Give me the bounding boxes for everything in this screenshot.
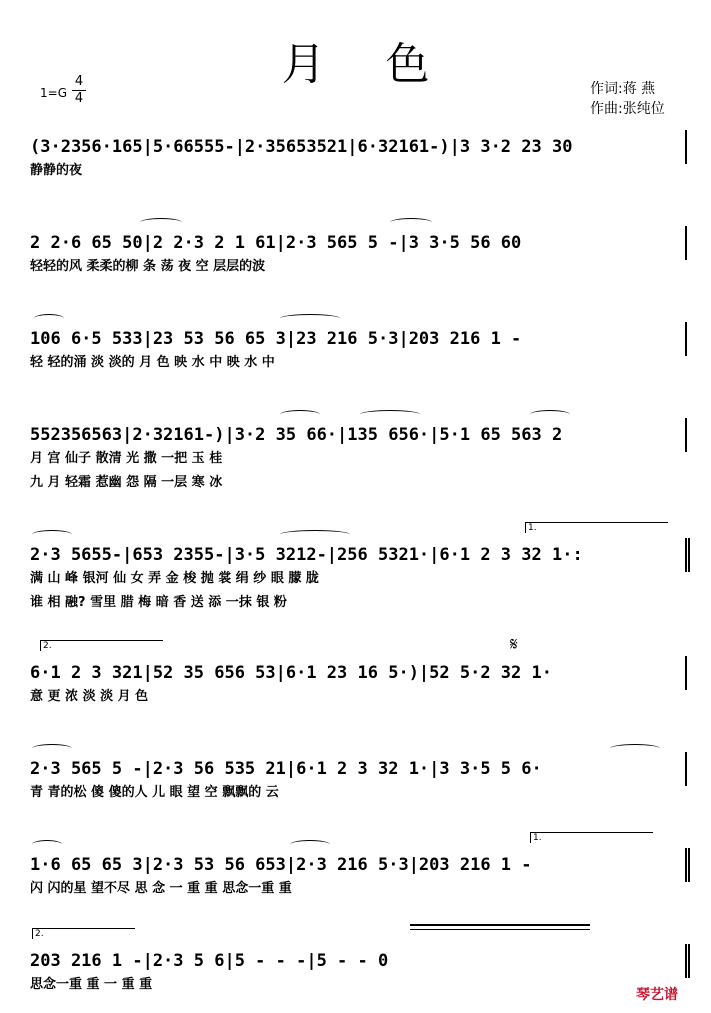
slur-mark <box>280 530 350 539</box>
slur-mark <box>360 410 420 419</box>
lyric-line: 满 山 峰 银河 仙 女 弄 金 梭 抛 裳 绢 纱 眼 朦 胧 <box>30 571 319 586</box>
notation-line: 203 216 1 -|2·3 5 6|5 - - -|5 - - 0 <box>30 951 389 971</box>
tie-line <box>410 924 590 930</box>
final-barline <box>685 848 690 882</box>
volta-bracket-first: 1. <box>530 832 653 843</box>
notation-line: 106 6·5 533|23 53 56 65 3|23 216 5·3|203 216 1 - <box>30 329 522 349</box>
slur-mark <box>290 840 330 849</box>
notation-line: 2 2·6 65 50|2 2·3 2 1 61|2·3 565 5 -|3 3·5 56 60 <box>30 233 522 253</box>
slur-mark <box>280 314 340 323</box>
segno-icon: 𝄋 <box>510 634 518 655</box>
notation-line: 2·3 565 5 -|2·3 56 535 21|6·1 2 3 32 1·|3 3·5 5 6· <box>30 759 542 779</box>
notation-line: 6·1 2 3 321|52 35 656 53|6·1 23 16 5·)|52 5·2 32 1· <box>30 663 552 683</box>
lyric-line: 轻 轻的涌 淡 淡的 月 色 映 水 中 映 水 中 <box>30 355 275 370</box>
slur-mark <box>280 410 320 419</box>
song-title: 月色 <box>281 39 490 90</box>
lyric-line: 闪 闪的星 望不尽 思 念 一 重 重 思念一重 重 <box>30 881 292 896</box>
volta-bracket-first: 1. <box>525 522 668 533</box>
key-signature: 1=G <box>40 86 67 100</box>
slur-mark <box>32 744 72 753</box>
lyric-line: 九 月 轻霜 惹幽 怨 隔 一层 寒 冰 <box>30 475 223 490</box>
lyric-line: 意 更 浓 淡 淡 月 色 <box>30 689 149 704</box>
lyric-line: 轻轻的风 柔柔的柳 条 荡 夜 空 层层的波 <box>30 259 266 274</box>
repeat-barline <box>685 538 690 572</box>
time-signature <box>72 74 86 107</box>
lyric-line: 静静的夜 <box>30 163 83 178</box>
composer-credit: 作曲:张纯位 <box>590 101 665 117</box>
barline <box>685 752 687 786</box>
barline <box>685 226 687 260</box>
meter-top: 4 <box>72 74 86 91</box>
meter-bottom: 4 <box>74 91 84 106</box>
notation-line: 1·6 65 65 3|2·3 53 56 653|2·3 216 5·3|203 216 1 - <box>30 855 532 875</box>
lyric-line: 谁 相 融? 雪里 腊 梅 暗 香 送 添 一抹 银 粉 <box>30 595 287 610</box>
barline <box>685 418 687 452</box>
notation-line: 2·3 5655-|653 2355-|3·5 3212-|256 5321·|6·1 2 3 32 1·: <box>30 545 583 565</box>
lyric-line: 青 青的松 傻 傻的人 儿 眼 望 空 飘飘的 云 <box>30 785 279 800</box>
barline <box>685 656 687 690</box>
lyric-line: 月 宫 仙子 散清 光 撒 一把 玉 桂 <box>30 451 223 466</box>
lyricist-credit: 作词:蒋 燕 <box>590 81 656 97</box>
site-logo: 琴艺谱 <box>636 987 678 1003</box>
slur-mark <box>530 410 570 419</box>
volta-bracket-second: 2. <box>40 640 163 651</box>
slur-mark <box>140 218 182 227</box>
notation-line: (3·2356·165|5·66555-|2·35653521|6·32161-)|3 3·2 23 30 <box>30 137 573 157</box>
lyric-line: 思念一重 重 一 重 重 <box>30 977 153 992</box>
slur-mark <box>32 840 62 849</box>
slur-mark <box>32 530 72 539</box>
barline <box>685 130 687 164</box>
slur-mark <box>610 744 660 753</box>
volta-bracket-second: 2. <box>32 928 135 939</box>
slur-mark <box>34 314 64 323</box>
slur-mark <box>390 218 432 227</box>
barline <box>685 322 687 356</box>
final-barline <box>685 944 690 978</box>
notation-line: 552356563|2·32161-)|3·2 35 66·|135 656·|5·1 65 563 2 <box>30 425 563 445</box>
